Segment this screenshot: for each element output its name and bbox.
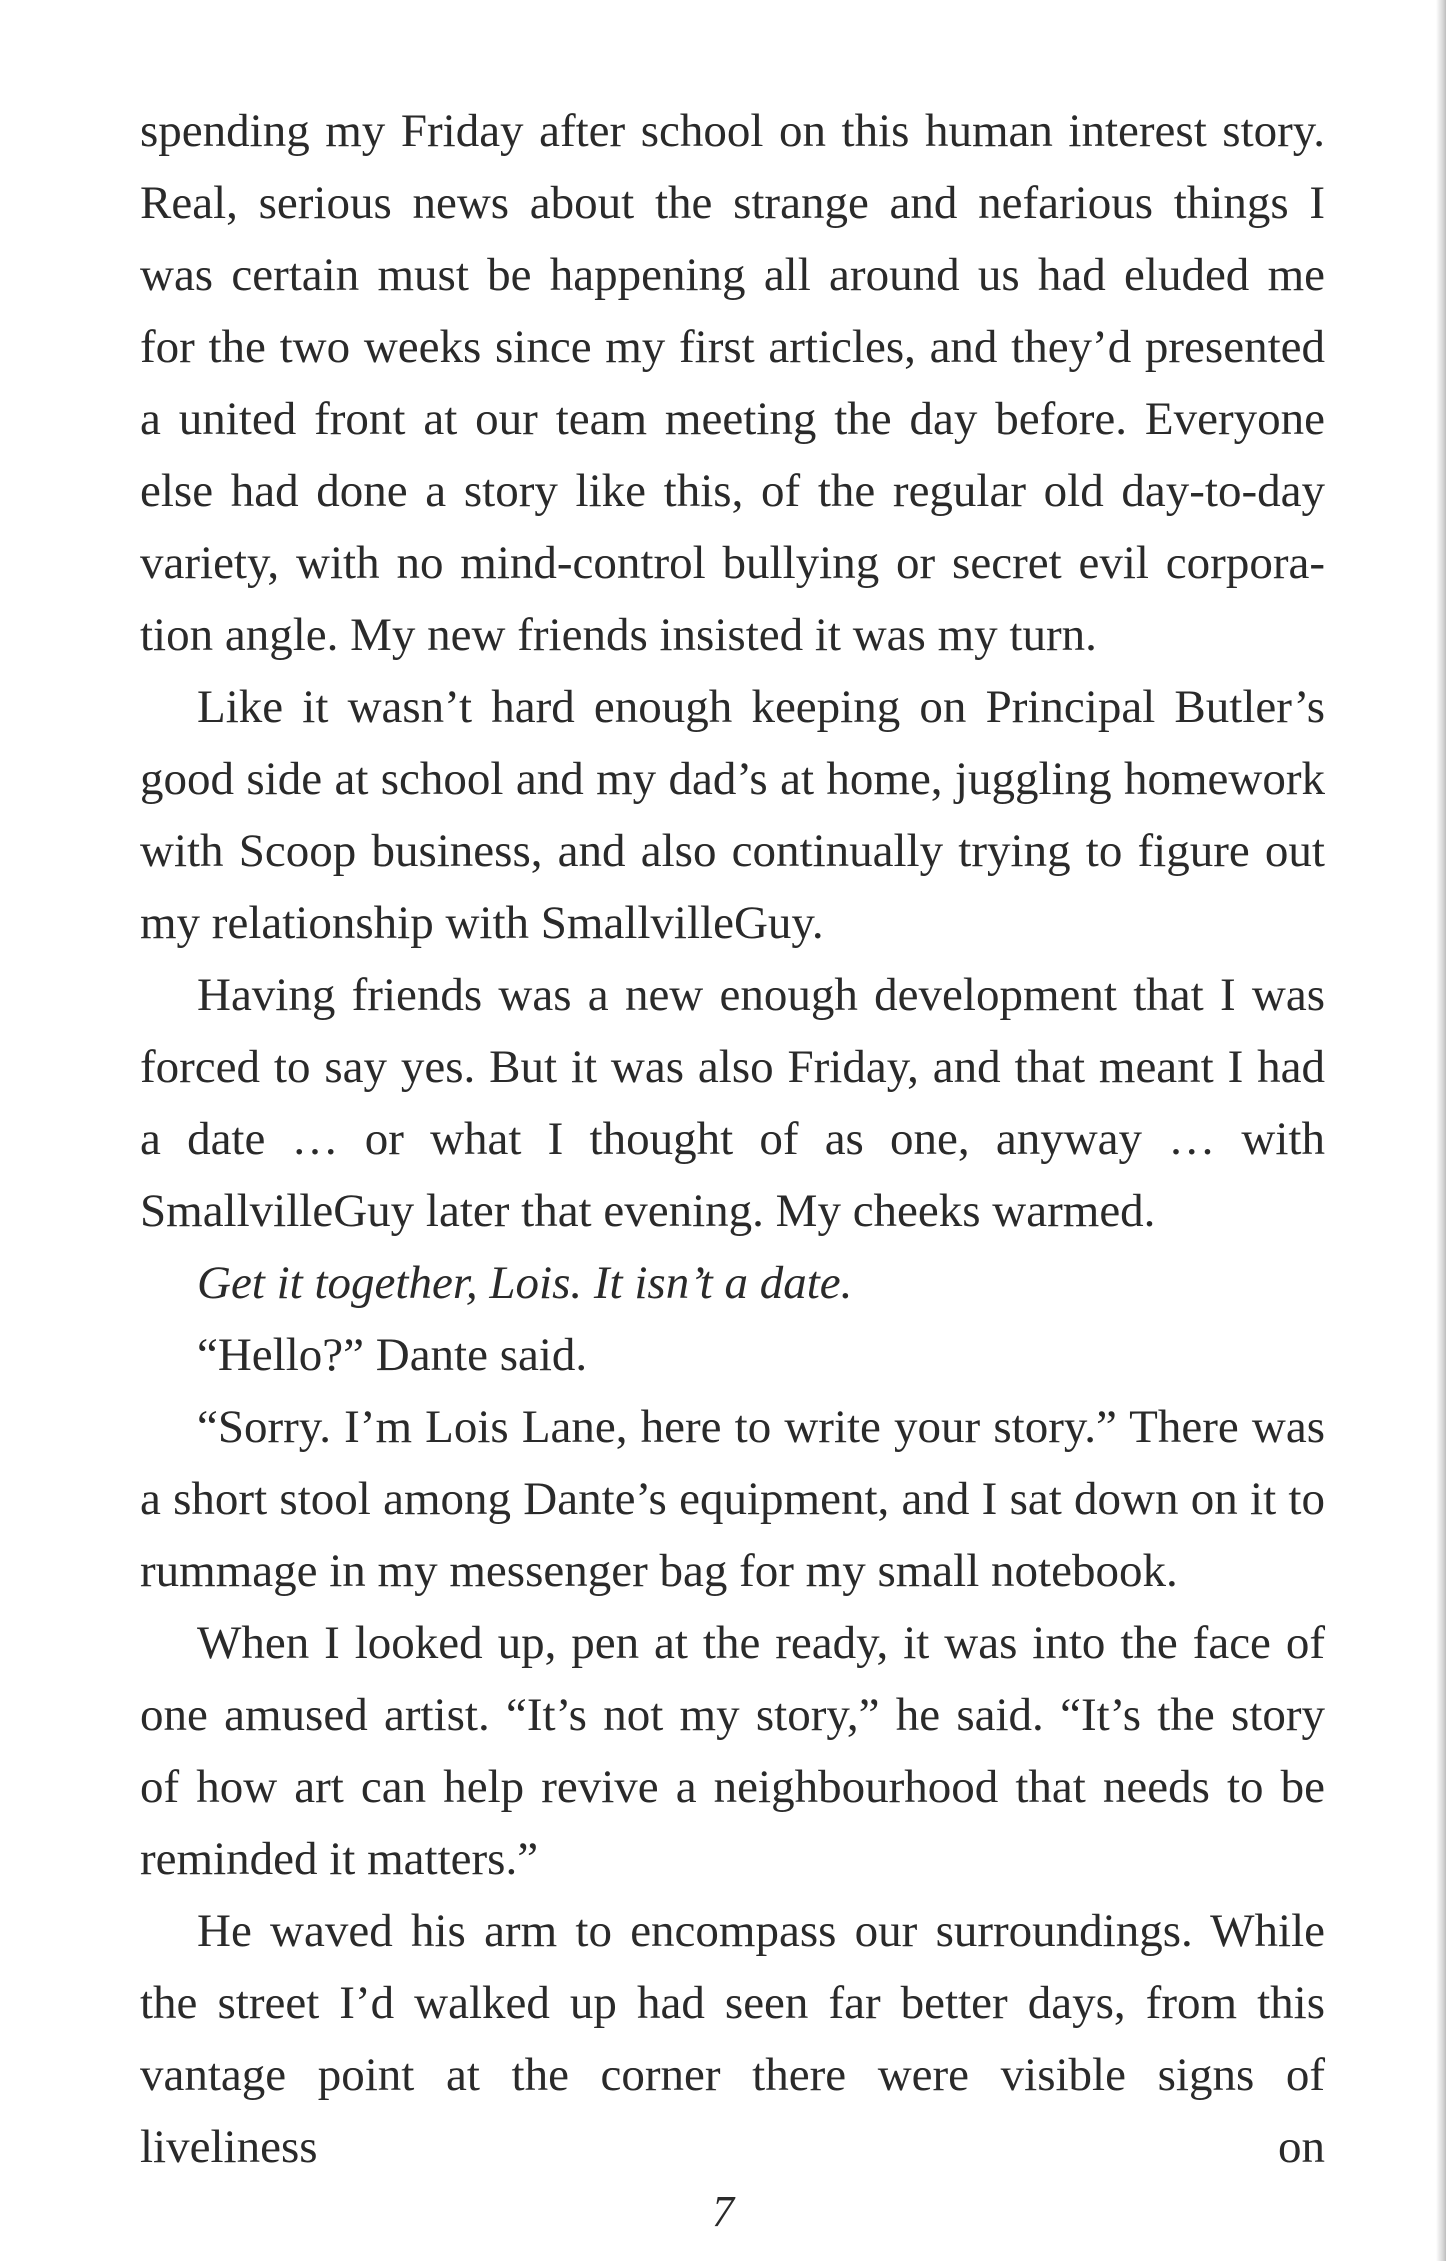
- book-page-body: [140, 95, 1325, 2183]
- paragraph-6: “Sorry. I’m Lois Lane, here to write your story.” There was a short stool among Dante’s equipment, and I sat down on it to rummage in my messenger bag for my small notebook.: [140, 1401, 1325, 1597]
- paragraph-4-italic-thought: Get it together, Lois. It isn’t a date.: [197, 1257, 853, 1309]
- paragraph-3: Having friends was a new enough development that I was forced to say yes. But it was also Friday, and that meant I had a date … or what I thought of as one, anyway … with SmallvilleGuy later that evening. My cheeks warmed.: [140, 969, 1325, 1237]
- paragraph-5: “Hello?” Dante said.: [197, 1329, 588, 1381]
- paragraph-8: He waved his arm to encompass our surroundings. While the street I’d walked up had seen far better days, from this vantage point at the corner there were visible signs of liveliness on: [140, 1905, 1325, 2173]
- paragraph-7: When I looked up, pen at the ready, it was into the face of one amused artist. “It’s not my story,” he said. “It’s the story of how art can help revive a neighbourhood that needs to be reminded it matters.”: [140, 1617, 1325, 1885]
- page-number: 7: [712, 2187, 734, 2236]
- page-edge-shadow: [1436, 0, 1446, 2261]
- paragraph-1: spending my Friday after school on this human interest story. Real, serious news about the strange and nefarious things I was certain must be happening all around us had eluded me for the two weeks since my first articles, and they’d presented a united front at our team meeting the day before. Everyone else had done a story like this, of the regular old day-to-day variety, with no mind-control bullying or secret evil corporation angle. My new friends insisted it was my turn.: [140, 105, 1325, 661]
- paragraph-2: Like it wasn’t hard enough keeping on Principal Butler’s good side at school and my dad’s at home, juggling homework with Scoop business, and also continually trying to figure out my relationship with SmallvilleGuy.: [140, 681, 1325, 949]
